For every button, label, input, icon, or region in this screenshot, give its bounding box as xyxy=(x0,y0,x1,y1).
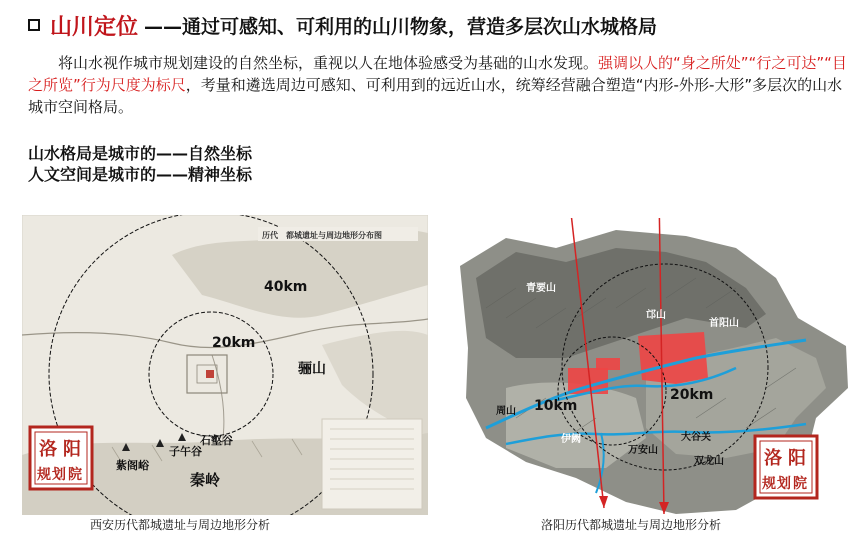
luoyang-label-zhoushan: 周山 xyxy=(496,406,516,417)
svg-text:规: 规 xyxy=(37,467,51,483)
luoyang-map xyxy=(446,218,848,516)
intro-text-highlight: 强调以人的“身之所处”“行之可达”“目之所览”行为尺度为标尺 xyxy=(28,54,847,94)
intro-text-2: ，考量和遴选周边可感知、可利用到的远近山水，统筹经营融合塑造“内形-外形-大形”多层次的山水城市空间格局。 xyxy=(28,76,843,116)
xian-label-qinling: 秦岭 xyxy=(190,471,221,489)
intro-paragraph xyxy=(28,52,854,118)
bullet-square-icon xyxy=(28,19,40,31)
xian-label-ziwugu: 子午谷 xyxy=(169,445,202,458)
page-title xyxy=(28,10,657,40)
luoyang-label-mangshan: 邙山 xyxy=(646,310,666,321)
luoyang-label-10km: 10km xyxy=(534,398,578,414)
motto-natural: 山水格局是城市的——自然坐标 xyxy=(28,144,253,163)
svg-text:院: 院 xyxy=(793,476,807,492)
motto-spiritual: 人文空间是城市的——精神坐标 xyxy=(28,165,253,184)
luoyang-label-qingyaoshan: 青要山 xyxy=(526,283,556,294)
xian-label-lishan: 骊山 xyxy=(298,361,326,377)
seal-stamp-icon xyxy=(755,436,817,498)
luoyang-label-shouyangshan: 首阳山 xyxy=(709,318,739,329)
intro-text-1: 将山水视作城市规划建设的自然坐标，重视以人在地体验感受为基础的山水发现。 xyxy=(58,54,599,72)
luoyang-label-20km: 20km xyxy=(670,387,714,403)
svg-text:院: 院 xyxy=(68,467,82,483)
title-keyword: 山川定位 xyxy=(50,14,139,40)
svg-text:洛: 洛 xyxy=(39,439,57,460)
svg-text:洛: 洛 xyxy=(764,448,782,469)
xian-map-header: 历代 都城遗址与周边地形分布图 xyxy=(262,231,382,240)
xian-label-zigeyu: 紫阁峪 xyxy=(116,459,149,472)
xian-label-40km: 40km xyxy=(264,279,308,295)
xian-label-20km: 20km xyxy=(212,335,256,351)
svg-text:阳: 阳 xyxy=(788,448,806,469)
svg-text:阳: 阳 xyxy=(63,439,81,460)
motto-block xyxy=(28,143,252,185)
svg-text:规: 规 xyxy=(762,476,776,492)
title-subtitle: ——通过可感知、可利用的山川物象，营造多层次山水城格局 xyxy=(144,15,658,38)
luoyang-caption: 洛阳历代都城遗址与周边地形分析 xyxy=(541,518,722,532)
xian-caption: 西安历代都城遗址与周边地形分析 xyxy=(90,518,271,532)
svg-text:划: 划 xyxy=(52,467,66,483)
seal-stamp-icon xyxy=(30,427,92,489)
luoyang-label-dagu: 大谷关 xyxy=(681,432,711,443)
xian-map xyxy=(22,215,428,515)
svg-text:划: 划 xyxy=(777,476,791,492)
luoyang-label-shuanglongshan: 双龙山 xyxy=(694,456,724,467)
luoyang-label-yique: 伊阙 xyxy=(561,434,581,445)
luoyang-label-wananshan: 万安山 xyxy=(628,445,658,456)
xian-label-shiyangu: 石壑谷 xyxy=(200,434,233,447)
